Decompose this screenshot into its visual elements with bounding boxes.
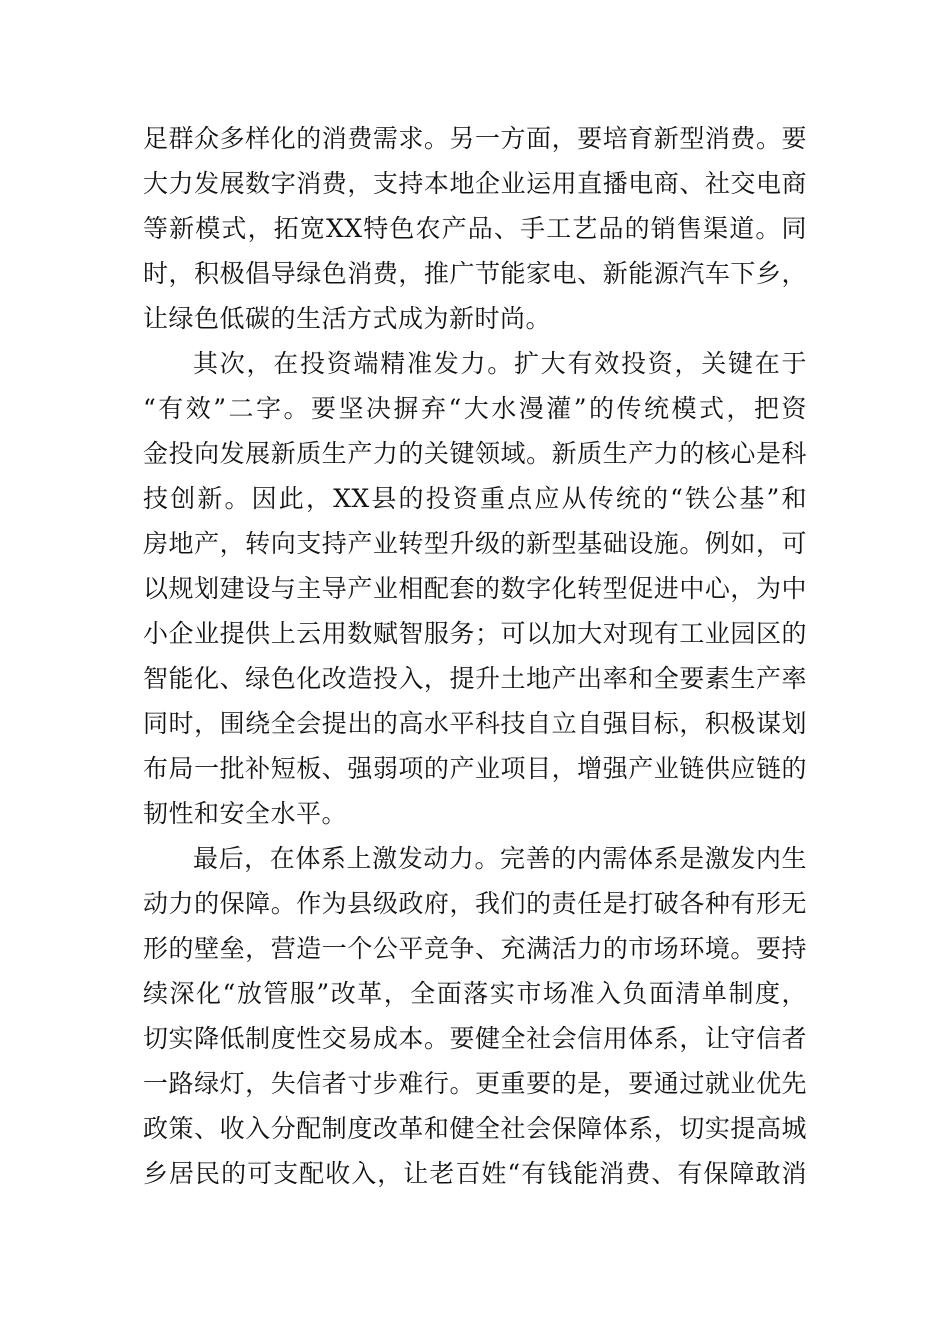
text-line: 大力发展数字消费，支持本地企业运用直播电商、社交电商: [143, 169, 807, 198]
text-line: 足群众多样化的消费需求。另一方面，要培育新型消费。要: [143, 124, 807, 153]
text-line: 时，积极倡导绿色消费，推广节能家电、新能源汽车下乡，: [143, 259, 807, 288]
text-line: 形的壁垒，营造一个公平竞争、充满活力的市场环境。要持: [143, 934, 807, 963]
text-line: 让绿色低碳的生活方式成为新时尚。: [143, 304, 552, 333]
paragraph: [143, 116, 807, 341]
text-line: 一路绿灯，失信者寸步难行。更重要的是，要通过就业优先: [143, 1069, 807, 1098]
document-text-block: [143, 116, 807, 1196]
text-line: 技创新。因此，XX县的投资重点应从传统的“铁公基”和: [143, 484, 807, 513]
text-line: 乡居民的可支配收入，让老百姓“有钱能消费、有保障敢消: [143, 1159, 807, 1188]
text-line: 切实降低制度性交易成本。要健全社会信用体系，让守信者: [143, 1024, 807, 1053]
paragraph: [143, 836, 807, 1196]
text-line: 政策、收入分配制度改革和健全社会保障体系，切实提高城: [143, 1114, 807, 1143]
text-line: 续深化“放管服”改革，全面落实市场准入负面清单制度，: [143, 979, 807, 1008]
text-line: “有效”二字。要坚决摒弃“大水漫灌”的传统模式，把资: [143, 394, 807, 423]
text-line: 动力的保障。作为县级政府，我们的责任是打破各种有形无: [143, 889, 807, 918]
paragraph: [143, 341, 807, 836]
text-line: 其次，在投资端精准发力。扩大有效投资，关键在于: [193, 349, 807, 378]
text-line: 以规划建设与主导产业相配套的数字化转型促进中心，为中: [143, 574, 807, 603]
text-line: 布局一批补短板、强弱项的产业项目，增强产业链供应链的: [143, 754, 807, 783]
text-line: 小企业提供上云用数赋智服务；可以加大对现有工业园区的: [143, 619, 807, 648]
text-line: 最后，在体系上激发动力。完善的内需体系是激发内生: [193, 844, 807, 873]
text-line: 韧性和安全水平。: [143, 799, 348, 828]
text-line: 智能化、绿色化改造投入，提升土地产出率和全要素生产率: [143, 664, 807, 693]
text-line: 金投向发展新质生产力的关键领域。新质生产力的核心是科: [143, 439, 807, 468]
text-line: 等新模式，拓宽XX特色农产品、手工艺品的销售渠道。同: [143, 214, 807, 243]
text-line: 房地产，转向支持产业转型升级的新型基础设施。例如，可: [143, 529, 807, 558]
text-line: 同时，围绕全会提出的高水平科技自立自强目标，积极谋划: [143, 709, 807, 738]
